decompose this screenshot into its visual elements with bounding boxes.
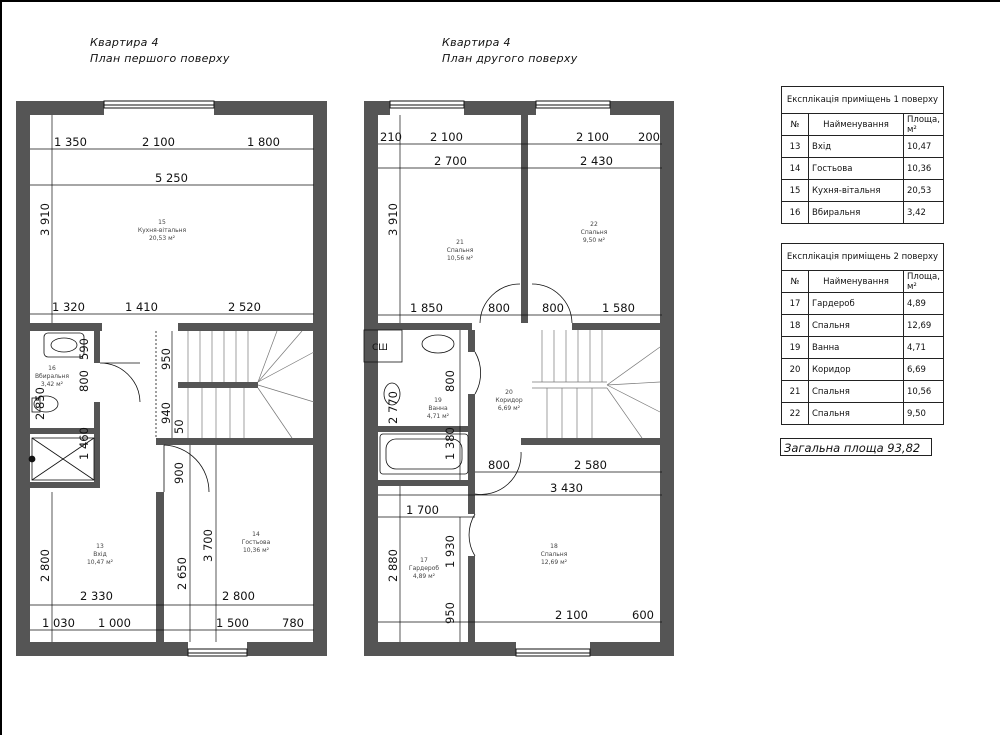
stair-winder xyxy=(258,331,302,382)
wall xyxy=(364,480,472,486)
wall xyxy=(468,556,475,642)
wall xyxy=(156,492,164,656)
table-row xyxy=(782,337,944,359)
cell: Ванна xyxy=(809,337,904,359)
dim: 1 030 xyxy=(42,616,75,630)
room-number: 14 xyxy=(252,531,260,538)
dim: 1 460 xyxy=(77,427,91,460)
dim: 200 xyxy=(638,130,660,144)
dim: 3 430 xyxy=(550,481,583,495)
col-header: Найменування xyxy=(809,114,904,136)
cell: 10,36 xyxy=(904,158,944,180)
room-schedule-floor1 xyxy=(781,86,944,224)
cell: Вхід xyxy=(809,136,904,158)
dim: 2 770 xyxy=(386,391,400,424)
cell: Вбиральня xyxy=(809,202,904,224)
col-header: Площа, м² xyxy=(904,271,944,293)
cell: 18 xyxy=(782,315,809,337)
dim: 1 930 xyxy=(443,535,457,568)
room-area: 10,36 м² xyxy=(242,547,270,554)
dim: 950 xyxy=(159,348,173,370)
cell: 16 xyxy=(782,202,809,224)
plan2-title: Квартира 4 xyxy=(442,36,511,49)
sink xyxy=(422,335,454,353)
col-header: Площа, м² xyxy=(904,114,944,136)
plan2-subtitle: План другого поверху xyxy=(442,52,578,65)
wall xyxy=(16,642,156,656)
room-number: 21 xyxy=(456,239,464,246)
wall xyxy=(16,482,100,488)
room-number: 18 xyxy=(550,543,558,550)
stair-winder xyxy=(607,385,660,412)
wall xyxy=(247,642,327,656)
table-row xyxy=(782,293,944,315)
plan1-room-labels xyxy=(35,219,271,566)
wall xyxy=(364,323,472,330)
cell: 6,69 xyxy=(904,359,944,381)
cell: 4,71 xyxy=(904,337,944,359)
wall xyxy=(660,101,674,655)
sink-bowl xyxy=(51,338,77,352)
room-name: Гостьова xyxy=(241,539,271,546)
dim: 2 100 xyxy=(555,608,588,622)
dim: 1 350 xyxy=(54,135,87,149)
dim: 950 xyxy=(443,602,457,624)
dim: 1 800 xyxy=(247,135,280,149)
total-area: Загальна площа 93,82 xyxy=(780,438,932,456)
col-header: № xyxy=(782,114,809,136)
dim: 940 xyxy=(159,402,173,424)
stair-winder xyxy=(607,347,660,385)
plan1-title: Квартира 4 xyxy=(90,36,159,49)
wall xyxy=(16,323,102,331)
cell: Спальня xyxy=(809,403,904,425)
wall xyxy=(590,642,674,656)
dim: 780 xyxy=(282,616,304,630)
dim: 800 xyxy=(443,370,457,392)
room-area: 10,56 м² xyxy=(446,255,474,262)
wall xyxy=(313,101,327,655)
door-swing xyxy=(164,445,209,492)
dim: 1 700 xyxy=(406,503,439,517)
wall xyxy=(178,382,258,388)
wall xyxy=(364,101,378,655)
room-area: 6,69 м² xyxy=(497,405,521,412)
wall xyxy=(214,101,326,115)
wall xyxy=(16,101,30,655)
dim: 2 430 xyxy=(580,154,613,168)
dim: 900 xyxy=(172,462,186,484)
plan2-stairs xyxy=(532,330,660,438)
shower-drain-icon xyxy=(29,456,35,462)
cell: 13 xyxy=(782,136,809,158)
dim: 600 xyxy=(632,608,654,622)
wall xyxy=(178,323,314,331)
wall xyxy=(521,438,661,445)
room-name: Вбиральня xyxy=(34,373,70,380)
cell: Коридор xyxy=(809,359,904,381)
wall xyxy=(164,642,188,656)
cell: 3,42 xyxy=(904,202,944,224)
wall xyxy=(156,438,314,445)
dim: 3 700 xyxy=(201,529,215,562)
cell: 12,69 xyxy=(904,315,944,337)
stair-winder xyxy=(258,352,314,382)
dim: 50 xyxy=(172,419,186,434)
dim: 2 800 xyxy=(38,549,52,582)
table-row xyxy=(782,158,944,180)
plan1-dim-lines xyxy=(30,115,314,642)
door-swing xyxy=(469,514,475,556)
plan1-doors xyxy=(100,331,209,492)
dim: 800 xyxy=(77,370,91,392)
dim: 2 800 xyxy=(222,589,255,603)
plan1-subtitle: План першого поверху xyxy=(90,52,230,65)
room-number: 20 xyxy=(505,389,513,396)
room-number: 17 xyxy=(420,557,428,564)
wall xyxy=(464,101,536,115)
room-area: 4,89 м² xyxy=(412,573,436,580)
plan2-doors xyxy=(469,284,572,556)
wall xyxy=(521,115,528,323)
plan1-dimensions xyxy=(33,135,304,630)
col-header: № xyxy=(782,271,809,293)
cell: Кухня-вітальня xyxy=(809,180,904,202)
room-schedule-floor2 xyxy=(781,243,944,425)
cell: 10,56 xyxy=(904,381,944,403)
table-row xyxy=(782,315,944,337)
dim: 1 380 xyxy=(443,427,457,460)
dim: 2 100 xyxy=(142,135,175,149)
room-area: 12,69 м² xyxy=(540,559,568,566)
wall xyxy=(468,394,475,514)
wall xyxy=(572,323,662,330)
room-name: Спальня xyxy=(446,247,474,254)
room-number: 13 xyxy=(96,543,104,550)
dim: 1 410 xyxy=(125,300,158,314)
dim: 800 xyxy=(488,301,510,315)
table-row xyxy=(782,403,944,425)
stair-winder xyxy=(607,382,660,385)
cell: 22 xyxy=(782,403,809,425)
dim: 2 100 xyxy=(576,130,609,144)
cell: 20,53 xyxy=(904,180,944,202)
wall xyxy=(94,323,100,363)
cell: 14 xyxy=(782,158,809,180)
stair-winder xyxy=(258,385,314,402)
dim: 1 850 xyxy=(410,301,443,315)
room-number: 15 xyxy=(158,219,166,226)
room-name: Ванна xyxy=(428,405,448,412)
table-caption: Експлікація приміщень 1 поверху xyxy=(782,87,944,114)
cell: 20 xyxy=(782,359,809,381)
cell: Гардероб xyxy=(809,293,904,315)
stair-winder xyxy=(258,388,292,438)
dim: 2 880 xyxy=(386,549,400,582)
dim: 2 850 xyxy=(33,387,47,420)
stair-winder xyxy=(258,331,277,382)
wall xyxy=(94,402,100,486)
dim: 2 100 xyxy=(430,130,463,144)
room-number: 16 xyxy=(48,365,56,372)
cell: Гостьова xyxy=(809,158,904,180)
wall xyxy=(468,330,475,352)
shaft-label: СШ xyxy=(372,343,388,353)
cell: 10,47 xyxy=(904,136,944,158)
dim: 1 000 xyxy=(98,616,131,630)
cell: 15 xyxy=(782,180,809,202)
stair-winder xyxy=(607,388,642,438)
cell: 19 xyxy=(782,337,809,359)
dim: 3 910 xyxy=(386,203,400,236)
room-area: 20,53 м² xyxy=(148,235,176,242)
room-name: Коридор xyxy=(495,397,523,404)
room-area: 10,47 м² xyxy=(86,559,114,566)
dim: 1 580 xyxy=(602,301,635,315)
plan2-walls xyxy=(364,101,674,656)
table-row xyxy=(782,202,944,224)
room-area: 4,71 м² xyxy=(426,413,450,420)
dim: 5 250 xyxy=(155,171,188,185)
door-swing xyxy=(475,352,481,394)
cell: Спальня xyxy=(809,381,904,403)
table-caption: Експлікація приміщень 2 поверху xyxy=(782,244,944,271)
col-header: Найменування xyxy=(809,271,904,293)
dim: 1 320 xyxy=(52,300,85,314)
cell: 4,89 xyxy=(904,293,944,315)
table-row xyxy=(782,136,944,158)
dim: 800 xyxy=(488,458,510,472)
dim: 3 910 xyxy=(38,203,52,236)
dim: 2 580 xyxy=(574,458,607,472)
table-row xyxy=(782,359,944,381)
dim: 1 500 xyxy=(216,616,249,630)
room-name: Гардероб xyxy=(408,565,440,572)
wall xyxy=(364,642,516,656)
cell: Спальня xyxy=(809,315,904,337)
room-number: 22 xyxy=(590,221,598,228)
plan2-room-labels xyxy=(409,221,608,580)
room-name: Спальня xyxy=(540,551,568,558)
dim: 800 xyxy=(542,301,564,315)
door-swing xyxy=(100,363,140,402)
dim: 2 330 xyxy=(80,589,113,603)
plan2-dimensions xyxy=(372,130,660,624)
dim: 2 700 xyxy=(434,154,467,168)
dim: 2 520 xyxy=(228,300,261,314)
dim: 590 xyxy=(77,338,91,360)
room-name: Вхід xyxy=(93,551,107,558)
room-area: 3,42 м² xyxy=(40,381,64,388)
cell: 21 xyxy=(782,381,809,403)
cell: 17 xyxy=(782,293,809,315)
room-name: Кухня-вітальня xyxy=(137,227,187,234)
table-row xyxy=(782,180,944,202)
cell: 9,50 xyxy=(904,403,944,425)
room-area: 9,50 м² xyxy=(582,237,606,244)
table-row xyxy=(782,381,944,403)
dim: 210 xyxy=(380,130,402,144)
dim: 2 650 xyxy=(175,557,189,590)
room-number: 19 xyxy=(434,397,442,404)
room-name: Спальня xyxy=(580,229,608,236)
